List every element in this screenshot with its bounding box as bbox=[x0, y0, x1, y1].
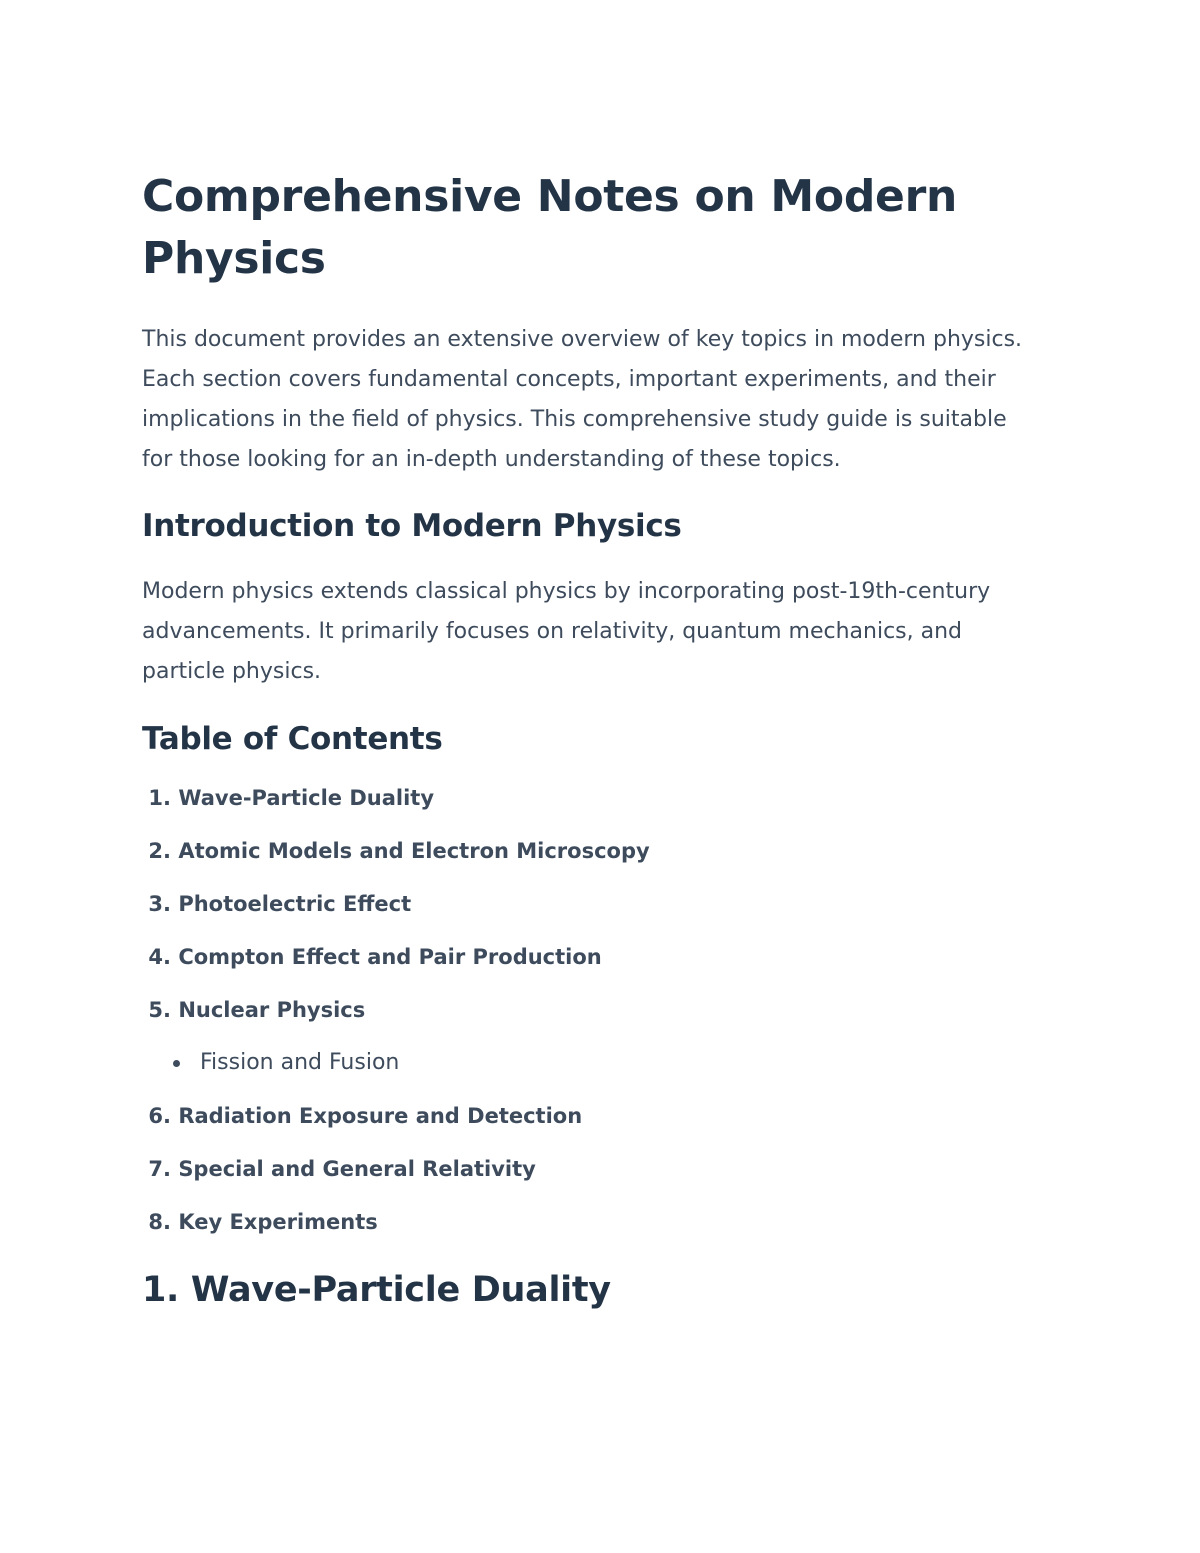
intro-paragraph: This document provides an extensive overview of key topics in modern physics. Each section covers fundamental concepts, important experiments, and their implications in the field of physics. This comprehensive study guide is suitable for those looking for an in-depth understanding of these topics. bbox=[142, 327, 1023, 472]
toc-item-8 bbox=[142, 1209, 1042, 1235]
toc-item-number: 2. bbox=[148, 839, 171, 863]
toc-item-number: 4. bbox=[148, 945, 171, 969]
toc-item-number: 7. bbox=[148, 1157, 171, 1181]
toc-item-1 bbox=[142, 785, 1042, 811]
toc-item-label: Photoelectric Effect bbox=[178, 892, 412, 916]
toc-item-5 bbox=[142, 997, 1042, 1076]
toc-item-2 bbox=[142, 838, 1042, 864]
toc-item-number: 5. bbox=[148, 998, 171, 1022]
document-title: Comprehensive Notes on Modern Physics bbox=[142, 171, 957, 284]
heading-table-of-contents: Table of Contents bbox=[142, 721, 443, 757]
toc-item-label: Nuclear Physics bbox=[178, 998, 366, 1022]
toc-item-label: Key Experiments bbox=[178, 1210, 378, 1234]
table-of-contents-list bbox=[142, 785, 1042, 1235]
toc-item-label: Radiation Exposure and Detection bbox=[178, 1104, 583, 1128]
toc-sublist bbox=[142, 1050, 1042, 1076]
bullet-icon bbox=[173, 1060, 180, 1067]
toc-item-6 bbox=[142, 1103, 1042, 1129]
toc-item-label: Atomic Models and Electron Microscopy bbox=[178, 839, 650, 863]
toc-item-label: Wave-Particle Duality bbox=[178, 786, 435, 810]
toc-item-number: 1. bbox=[148, 786, 171, 810]
toc-item-label: Compton Effect and Pair Production bbox=[178, 945, 602, 969]
introduction-paragraph: Modern physics extends classical physics by incorporating post-19th-century advancements. It primarily focuses on relativity, quantum mechanics, and particle physics. bbox=[142, 579, 991, 684]
toc-item-7 bbox=[142, 1156, 1042, 1182]
toc-item-3 bbox=[142, 891, 1042, 917]
toc-item-number: 6. bbox=[148, 1104, 171, 1128]
toc-subitem bbox=[142, 1050, 1042, 1076]
toc-item-label: Special and General Relativity bbox=[178, 1157, 536, 1181]
heading-wave-particle-duality: 1. Wave-Particle Duality bbox=[142, 1270, 611, 1310]
toc-subitem-label: Fission and Fusion bbox=[200, 1050, 400, 1075]
toc-item-number: 8. bbox=[148, 1210, 171, 1234]
toc-item-4 bbox=[142, 944, 1042, 970]
heading-introduction: Introduction to Modern Physics bbox=[142, 508, 682, 544]
toc-item-number: 3. bbox=[148, 892, 171, 916]
document-page bbox=[142, 166, 1042, 1310]
